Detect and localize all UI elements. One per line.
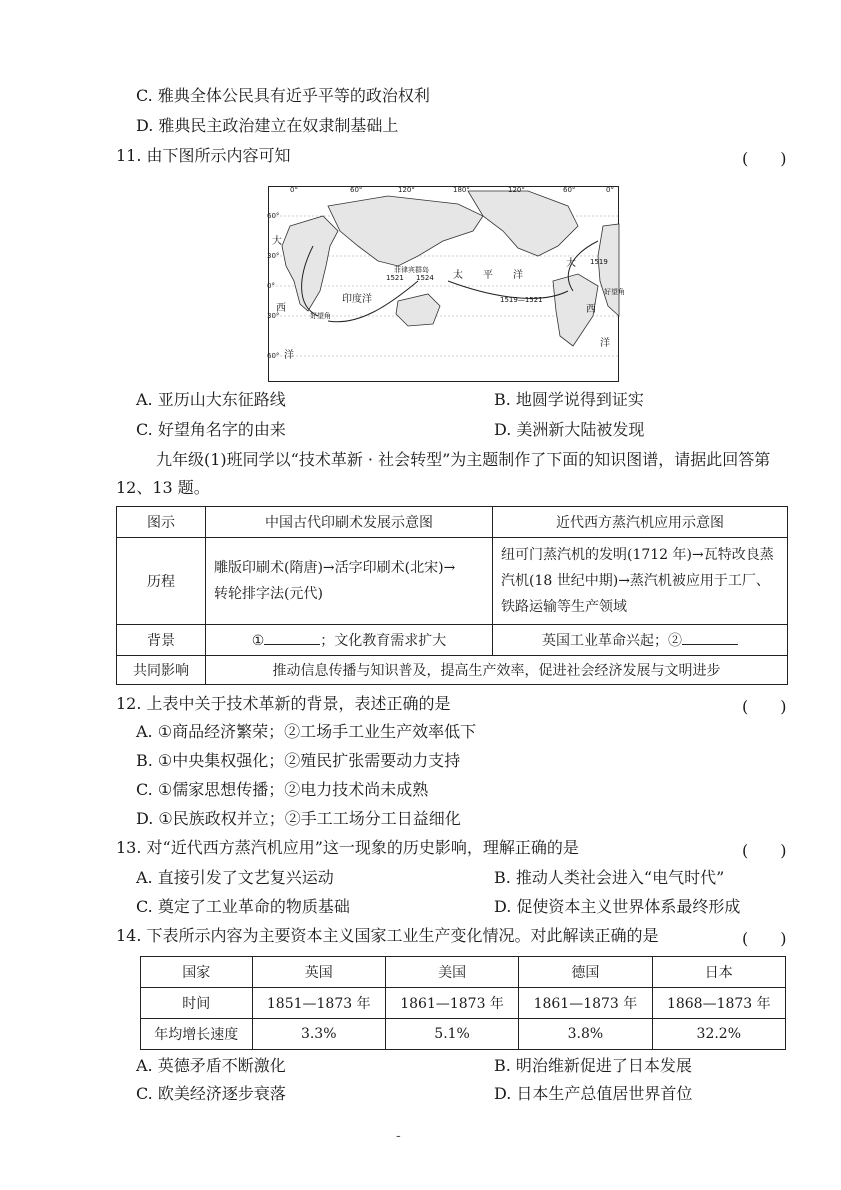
table2-growth-row (141, 1019, 786, 1050)
history-steam-l2: 汽机(18 世纪中期)→蒸汽机被应用于工厂、 (501, 573, 770, 589)
blank-2 (682, 630, 738, 645)
q13-option-b: B. 推动人类社会进入“电气时代” (494, 868, 725, 887)
history-steam-l3: 铁路运输等生产领域 (501, 599, 627, 615)
q14-stem: 14. 下表所示内容为主要资本主义国家工业生产变化情况。对此解读正确的是 (116, 926, 659, 945)
table1-history-row (117, 538, 788, 625)
q12-answer-paren: ( ) (742, 697, 787, 716)
q13-answer-paren: ( ) (742, 841, 787, 860)
table1-header-steam: 近代西方蒸汽机应用示意图 (493, 507, 788, 538)
q12-option-d: D. ①民族政权并立；②手工工场分工日益细化 (136, 809, 461, 828)
table1-history-label: 历程 (117, 538, 206, 625)
map-label-xi-right: 西 (586, 304, 596, 315)
table2-time-row (141, 988, 786, 1019)
t2-h3: 德国 (519, 957, 652, 988)
map-label-yang-pacific: 洋 (513, 270, 523, 281)
map-label-da-right: 大 (566, 258, 576, 269)
history-steam-l1: 纽可门蒸汽机的发明(1712 年)→瓦特改良蒸 (501, 547, 774, 563)
lat-label-30s: 30° (267, 312, 280, 320)
map-label-1521: 1521 (386, 274, 404, 282)
map-label-ping: 平 (483, 270, 493, 281)
intro-line1: 九年级(1)班同学以“技术革新 · 社会转型”为主题制作了下面的知识图谱，请据此回答第 (156, 450, 771, 469)
table1-header-row (117, 507, 788, 538)
table1-background-printing (206, 625, 493, 656)
map-label-1524: 1524 (416, 274, 434, 282)
lon-label-120: 120° (398, 186, 415, 194)
q11-option-b: B. 地圆学说得到证实 (494, 390, 644, 409)
q14-option-a: A. 英德矛盾不断激化 (136, 1056, 286, 1075)
table2-header-row (141, 957, 786, 988)
bg-printing-prefix: ① (251, 633, 265, 649)
map-label-1519: 1519 (590, 258, 608, 266)
map-label-yang: 洋 (284, 350, 294, 361)
q10-option-c: C. 雅典全体公民具有近乎平等的政治权利 (136, 86, 430, 105)
q12-option-a: A. ①商品经济繁荣；②工场手工业生产效率低下 (136, 722, 477, 741)
t2-g2: 5.1% (385, 1019, 518, 1050)
q11-stem: 11. 由下图所示内容可知 (116, 146, 291, 165)
q14-option-c: C. 欧美经济逐步衰落 (136, 1084, 286, 1103)
history-printing-l1: 雕版印刷术(隋唐)→活字印刷术(北宋)→ (214, 560, 456, 576)
map-label-da: 大 (272, 236, 282, 247)
t2-g3: 3.8% (519, 1019, 652, 1050)
q10-option-d: D. 雅典民主政治建立在奴隶制基础上 (136, 116, 399, 135)
q14-option-d: D. 日本生产总值居世界首位 (494, 1084, 693, 1103)
q12-option-c: C. ①儒家思想传播；②电力技术尚未成熟 (136, 780, 429, 799)
lon-label-0-right: 0° (606, 186, 614, 194)
table1-header-label: 图示 (117, 507, 206, 538)
lon-label-180: 180° (453, 186, 470, 194)
t2-t1: 1851—1873 年 (252, 988, 385, 1019)
bg-printing-suffix: ；文化教育需求扩大 (320, 633, 447, 649)
q12-option-b: B. ①中央集权强化；②殖民扩张需要动力支持 (136, 751, 461, 770)
table1-background-row (117, 625, 788, 656)
table1-header-printing: 中国古代印刷术发展示意图 (206, 507, 493, 538)
lat-label-0: 0° (267, 282, 275, 290)
industrial-growth-table (140, 956, 786, 1050)
q11-option-a: A. 亚历山大东征路线 (136, 390, 286, 409)
intro-line2: 12、13 题。 (116, 478, 210, 497)
q11-option-c: C. 好望角名字的由来 (136, 420, 286, 439)
table1-background-steam (493, 625, 788, 656)
lon-label-0: 0° (290, 186, 298, 194)
lon-label-60: 60° (350, 186, 363, 194)
world-map-route (267, 186, 625, 382)
knowledge-map-table (116, 506, 788, 685)
t2-t0: 时间 (141, 988, 253, 1019)
map-label-1519-1521: 1519—1521 (500, 296, 543, 304)
q13-option-c: C. 奠定了工业革命的物质基础 (136, 897, 350, 916)
page-footer-mark: - (396, 1128, 401, 1144)
map-label-tai: 太 (453, 270, 463, 281)
t2-h2: 美国 (385, 957, 518, 988)
t2-t3: 1861—1873 年 (519, 988, 652, 1019)
t2-h4: 日本 (652, 957, 785, 988)
t2-g1: 3.3% (252, 1019, 385, 1050)
map-label-philippines: 菲律宾群岛 (394, 266, 429, 274)
table1-history-steam (493, 538, 788, 625)
map-label-cape-right: 好望角 (604, 288, 625, 296)
lon-label-60w: 60° (563, 186, 576, 194)
q14-answer-paren: ( ) (742, 929, 787, 948)
table1-history-printing (206, 538, 493, 625)
t2-g4: 32.2% (652, 1019, 785, 1050)
lat-label-60s: 60° (267, 352, 280, 360)
lat-label-30n: 30° (267, 252, 280, 260)
table1-common-label: 共同影响 (117, 656, 206, 685)
map-label-yang-right: 洋 (600, 338, 610, 349)
history-printing-l2: 转轮排字法(元代) (214, 586, 323, 602)
q11-option-d: D. 美洲新大陆被发现 (494, 420, 645, 439)
q11-answer-paren: ( ) (742, 149, 787, 168)
q13-stem: 13. 对“近代西方蒸汽机应用”这一现象的历史影响，理解正确的是 (116, 838, 579, 857)
t2-h1: 英国 (252, 957, 385, 988)
table1-common-text: 推动信息传播与知识普及，提高生产效率，促进社会经济发展与文明进步 (206, 656, 788, 685)
t2-h0: 国家 (141, 957, 253, 988)
map-label-cape-left: 好望角 (310, 312, 331, 320)
t2-g0: 年均增长速度 (141, 1019, 253, 1050)
q14-option-b: B. 明治维新促进了日本发展 (494, 1056, 692, 1075)
table1-common-row (117, 656, 788, 685)
t2-t4: 1868—1873 年 (652, 988, 785, 1019)
blank-1 (264, 630, 320, 645)
t2-t2: 1861—1873 年 (385, 988, 518, 1019)
map-label-indian-ocean: 印度洋 (342, 294, 372, 305)
bg-steam-prefix: 英国工业革命兴起；② (542, 633, 682, 649)
table1-background-label: 背景 (117, 625, 206, 656)
lon-label-120w: 120° (508, 186, 525, 194)
q13-option-d: D. 促使资本主义世界体系最终形成 (494, 897, 741, 916)
map-label-xi: 西 (276, 303, 286, 314)
q12-stem: 12. 上表中关于技术革新的背景，表述正确的是 (116, 694, 451, 713)
lat-label-60n: 60° (267, 212, 280, 220)
q13-option-a: A. 直接引发了文艺复兴运动 (136, 868, 334, 887)
